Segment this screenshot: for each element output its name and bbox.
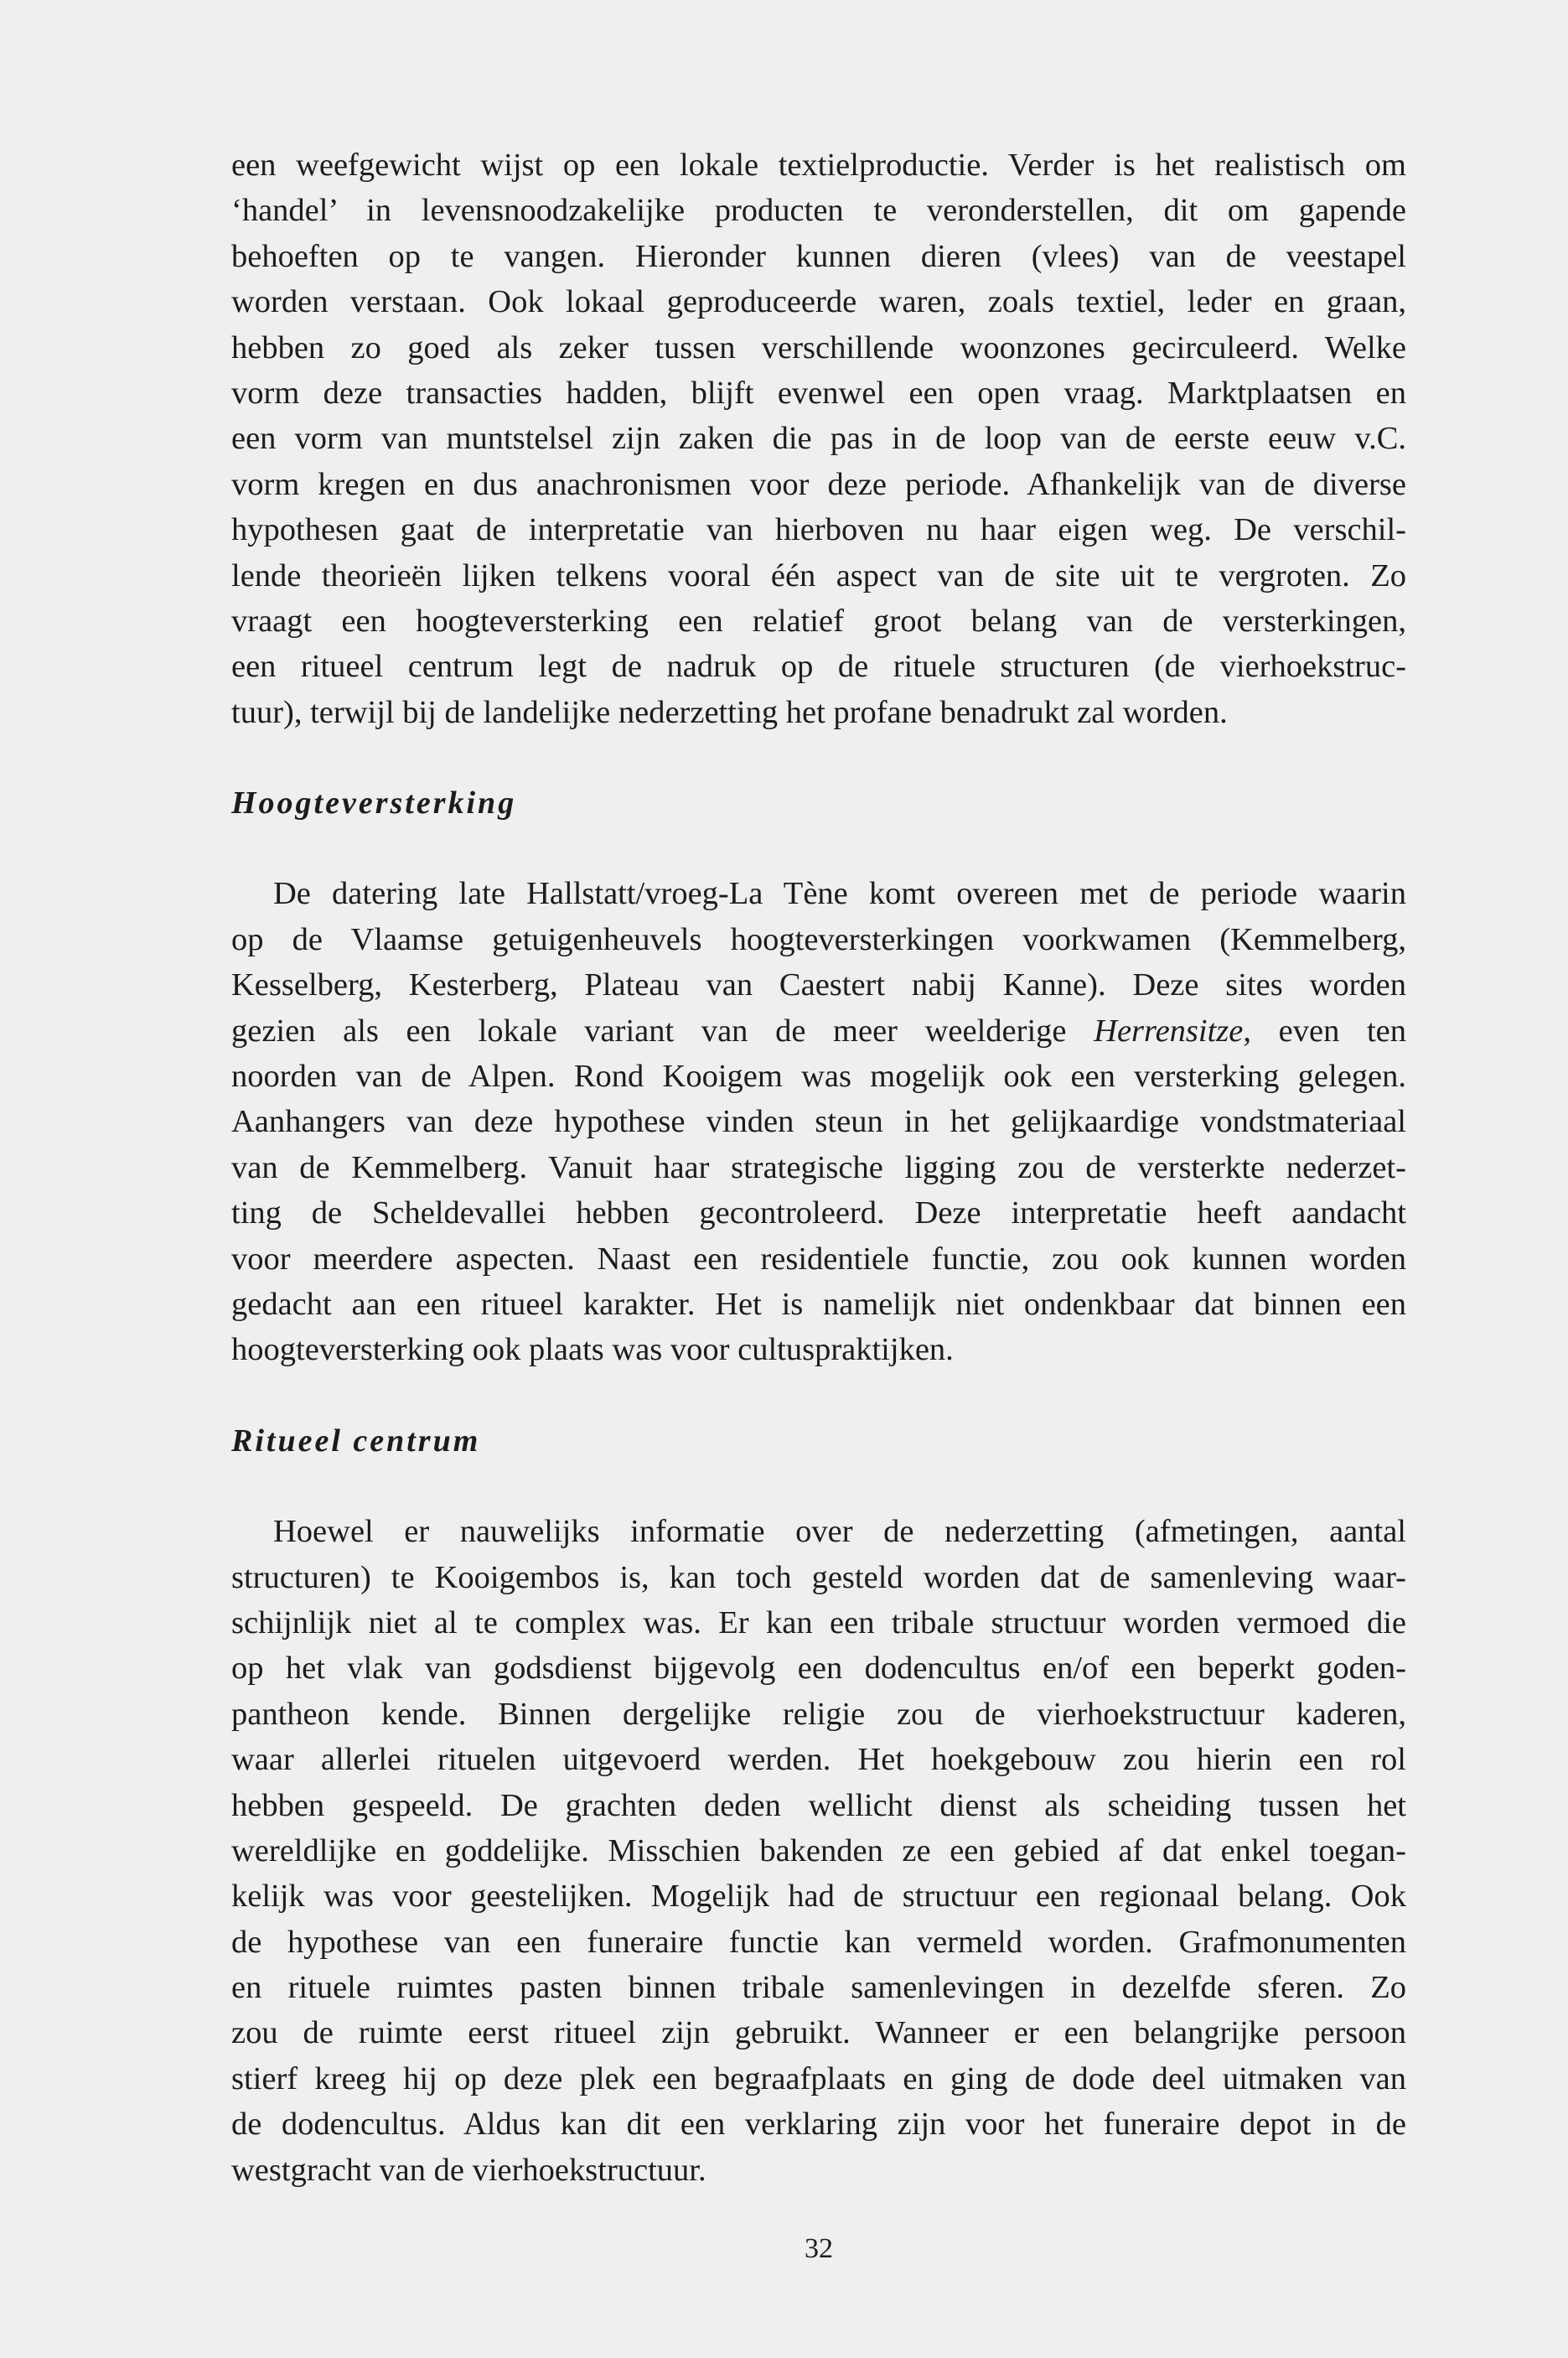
text-line: een vorm van muntstelsel zijn zaken die pas in de loop van de eerste eeuw v.C. <box>231 421 1406 457</box>
italic-term: Herrensitze <box>1094 1013 1244 1049</box>
text-line: vorm deze transacties hadden, blijft evenwel een open vraag. Marktplaatsen en <box>231 375 1406 411</box>
section-heading-ritueel-centrum: Ritueel centrum <box>231 1423 481 1459</box>
text-line: de hypothese van een funeraire functie kan vermeld worden. Grafmonumenten <box>231 1924 1406 1960</box>
text-line: gezien als een lokale variant van de meer weelderige Herrensitze, even ten <box>231 1013 1406 1049</box>
text-line: tuur), terwijl bij de landelijke nederzetting het profane benadrukt zal worden. <box>231 694 1228 730</box>
text-line: en rituele ruimtes pasten binnen tribale samenlevingen in dezelfde sferen. Zo <box>231 1970 1406 2006</box>
text-line: kelijk was voor geestelijken. Mogelijk had de structuur een regionaal belang. Ook <box>231 1879 1406 1915</box>
paragraph-ritueel-centrum <box>231 1509 1406 2193</box>
text-line: De datering late Hallstatt/vroeg-La Tène komt overeen met de periode waarin <box>273 876 1406 912</box>
text-line: Hoewel er nauwelijks informatie over de nederzetting (afmetingen, aantal <box>273 1514 1406 1550</box>
text-line: op het vlak van godsdienst bijgevolg een dodencultus en/of een beperkt goden- <box>231 1651 1406 1687</box>
text-line: hebben zo goed als zeker tussen verschillende woonzones gecirculeerd. Welke <box>231 329 1406 365</box>
text-line: voor meerdere aspecten. Naast een residentiele functie, zou ook kunnen worden <box>231 1241 1406 1277</box>
text-line: een weefgewicht wijst op een lokale textielproductie. Verder is het realistisch om <box>231 148 1406 183</box>
text-line: Kesselberg, Kesterberg, Plateau van Caestert nabij Kanne). Deze sites worden <box>231 967 1406 1003</box>
text-line: westgracht van de vierhoekstructuur. <box>231 2152 706 2188</box>
text-line: waar allerlei rituelen uitgevoerd werden. Het hoekgebouw zou hierin een rol <box>231 1742 1406 1778</box>
text-line: structuren) te Kooigembos is, kan toch gesteld worden dat de samenleving waar- <box>231 1559 1406 1595</box>
text-line: een ritueel centrum legt de nadruk op de rituele structuren (de vierhoekstruc- <box>231 649 1406 685</box>
text-line: pantheon kende. Binnen dergelijke religie zou de vierhoekstructuur kaderen, <box>231 1696 1406 1732</box>
paragraph-hoogteversterking <box>231 871 1406 1372</box>
text-line: stierf kreeg hij op deze plek een begraafplaats en ging de dode deel uitmaken van <box>231 2060 1406 2096</box>
text-line: worden verstaan. Ook lokaal geproduceerde waren, zoals textiel, leder en graan, <box>231 284 1406 320</box>
text-line: vorm kregen en dus anachronismen voor deze periode. Afhankelijk van de diverse <box>231 466 1406 502</box>
text-line: hypothesen gaat de interpretatie van hierboven nu haar eigen weg. De verschil- <box>231 512 1406 548</box>
text-line: hebben gespeeld. De grachten deden wellicht dienst als scheiding tussen het <box>231 1787 1406 1823</box>
text-line: van de Kemmelberg. Vanuit haar strategische ligging zou de versterkte nederzet- <box>231 1149 1406 1185</box>
text-line: zou de ruimte eerst ritueel zijn gebruikt. Wanneer er een belangrijke persoon <box>231 2015 1406 2051</box>
paragraph-trade-interpretations <box>231 143 1406 735</box>
text-line: de dodencultus. Aldus kan dit een verklaring zijn voor het funeraire depot in de <box>231 2107 1406 2143</box>
document-page <box>231 143 1406 2288</box>
text-line: vraagt een hoogteversterking een relatief groot belang van de versterkingen, <box>231 603 1406 639</box>
text-line: behoeften op te vangen. Hieronder kunnen dieren (vlees) van de veestapel <box>231 238 1406 274</box>
text-line: ting de Scheldevallei hebben gecontroleerd. Deze interpretatie heeft aandacht <box>231 1195 1406 1231</box>
text-line: noorden van de Alpen. Rond Kooigem was mogelijk ook een versterking gelegen. <box>231 1059 1406 1095</box>
text-line: wereldlijke en goddelijke. Misschien bakenden ze een gebied af dat enkel toegan- <box>231 1832 1406 1868</box>
text-line: gedacht aan een ritueel karakter. Het is namelijk niet ondenkbaar dat binnen een <box>231 1286 1406 1322</box>
page-number: 32 <box>805 2233 833 2264</box>
text-line: hoogteversterking ook plaats was voor cultuspraktijken. <box>231 1332 954 1368</box>
section-heading-hoogteversterking: Hoogteversterking <box>231 785 517 821</box>
text-line: ‘handel’ in levensnoodzakelijke producten te veronderstellen, dit om gapende <box>231 193 1406 229</box>
text-line: lende theorieën lijken telkens vooral één aspect van de site uit te vergroten. Zo <box>231 557 1406 593</box>
text-line: op de Vlaamse getuigenheuvels hoogteversterkingen voorkwamen (Kemmelberg, <box>231 921 1406 957</box>
text-line: schijnlijk niet al te complex was. Er kan een tribale structuur worden vermoed die <box>231 1604 1406 1640</box>
text-line: Aanhangers van deze hypothese vinden steun in het gelijkaardige vondstmateriaal <box>231 1104 1406 1140</box>
